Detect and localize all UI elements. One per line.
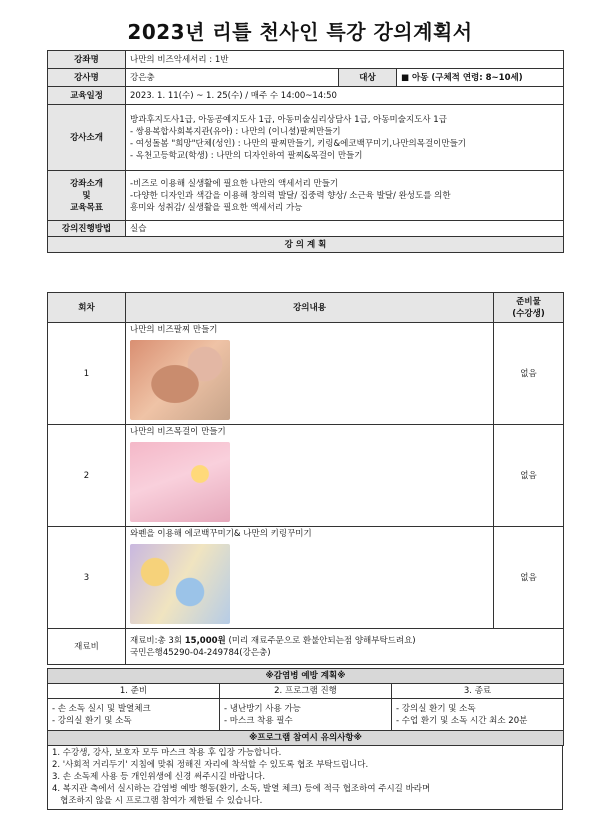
- necklace-photo: [130, 442, 230, 522]
- ecobag-photo: [130, 544, 230, 624]
- page-title: 2023년 리틀 천사인 특강 강의계획서: [127, 20, 473, 44]
- session-number: 3: [48, 527, 126, 629]
- target-label: 대상: [339, 69, 397, 87]
- goal-label: 강좌소개 및 교육목표: [48, 171, 126, 221]
- target-value: ■ 아동 (구체적 연령: 8~10세): [397, 69, 564, 87]
- schedule-value: 2023. 1. 11(수) ~ 1. 25(수) / 매주 수 14:00~14:50: [126, 87, 564, 105]
- note-item: 2. '사회적 거리두기' 지침에 맞춰 정해진 자리에 착석할 수 있도록 협조 부탁드립니다.: [52, 760, 369, 770]
- lecturer-label: 강사명: [48, 69, 126, 87]
- col-session: 회차: [48, 293, 126, 323]
- schedule-label: 교육일정: [48, 87, 126, 105]
- method-label: 강의진행방법: [48, 221, 126, 237]
- prevention-col-end: 3. 종료: [392, 684, 564, 699]
- note-item: 3. 손 소독제 사용 등 개인위생에 신경 써주시길 바랍니다.: [52, 772, 266, 782]
- bracelet-photo: [130, 340, 230, 420]
- session-number: 1: [48, 323, 126, 425]
- goal-value: [126, 171, 564, 221]
- lecturer-value: 강은충: [126, 69, 339, 87]
- note-item: 1. 수강생, 강사, 보호자 모두 마스크 착용 후 입장 가능합니다.: [52, 748, 282, 758]
- fee-label: 재료비: [48, 629, 126, 665]
- intro-label: 강사소개: [48, 105, 126, 171]
- fee-value: 재료비:총 3회 15,000원 (미리 재료주문으로 환불안되는점 양해부탁드려요) 국민은행45290-04-249784(강은충): [126, 629, 564, 665]
- prevention-prepare: - 손 소독 실시 및 발열체크 - 강의실 환기 및 소독: [48, 699, 220, 731]
- fee-account: 국민은행45290-04-249784(강은충): [130, 647, 271, 658]
- session-prep: 없음: [494, 527, 564, 629]
- session-prep: 없음: [494, 323, 564, 425]
- col-prep: 준비물 (수강생): [494, 293, 564, 323]
- intro-line: - 여성돌봄 "희망"단체(성인) : 나만의 팔찌만들기, 키링&에코백꾸미기,나만의목걸이만들기: [130, 138, 467, 149]
- session-table: [47, 292, 564, 665]
- plan-heading: 강 의 계 획: [48, 237, 564, 253]
- session-prep: 없음: [494, 425, 564, 527]
- col-content: 강의내용: [126, 293, 494, 323]
- note-item: 협조하지 않을 시 프로그램 참여가 제한될 수 있습니다.: [52, 796, 263, 806]
- method-value: 실습: [126, 221, 564, 237]
- intro-line: - 옥천고등학교(학생) : 나만의 디자인하여 팔찌&목걸이 만들기: [130, 150, 363, 161]
- session-number: 2: [48, 425, 126, 527]
- prevention-progress: - 냉난방기 사용 가능 - 마스크 착용 필수: [220, 699, 392, 731]
- prevention-col-progress: 2. 프로그램 진행: [220, 684, 392, 699]
- fee-amount: 15,000원: [184, 635, 226, 646]
- notes-heading: ※프로그램 참여시 유의사항※: [48, 731, 564, 746]
- course-value: 나만의 비즈악세서리 : 1반: [126, 51, 564, 69]
- intro-value: [126, 105, 564, 171]
- goal-line: -다양한 디자인과 색감을 이용해 창의력 발달/ 집중력 향상/ 소근육 발달/ 완성도를 의한: [130, 190, 451, 201]
- goal-line: 흥미와 성취감/ 실생활을 필요한 액세서리 가능: [130, 202, 303, 213]
- intro-line: 방과후지도사1급, 아동공예지도사 1급, 아동미술심리상담사 1급, 아동미술지도사 1급: [130, 114, 447, 125]
- note-item: 4. 복지관 측에서 실시하는 감염병 예방 행동(환기, 소독, 발열 체크) 등에 적극 협조하여 주시길 바라며: [52, 784, 431, 794]
- session-content: 나만의 비즈목걸이 만들기: [126, 425, 494, 527]
- notes-list: [47, 745, 563, 810]
- prevention-heading: ※감염병 예방 계획※: [48, 669, 564, 684]
- prevention-col-prepare: 1. 준비: [48, 684, 220, 699]
- goal-line: -비즈로 이용해 실생활에 필요한 나만의 액세서리 만들기: [130, 178, 339, 189]
- session-content: 나만의 비즈팔찌 만들기: [126, 323, 494, 425]
- session-content: 와펜을 이용해 에코백꾸미기& 나만의 키링꾸미기: [126, 527, 494, 629]
- intro-line: - 쌍용복합사회복지관(유아) : 나만의 (이니셜)팔찌만들기: [130, 126, 341, 137]
- prevention-table: [47, 668, 564, 746]
- course-label: 강좌명: [48, 51, 126, 69]
- prevention-end: - 강의실 환기 및 소독 - 수업 환기 및 소독 시간 최소 20분: [392, 699, 564, 731]
- plan-table: [47, 50, 564, 253]
